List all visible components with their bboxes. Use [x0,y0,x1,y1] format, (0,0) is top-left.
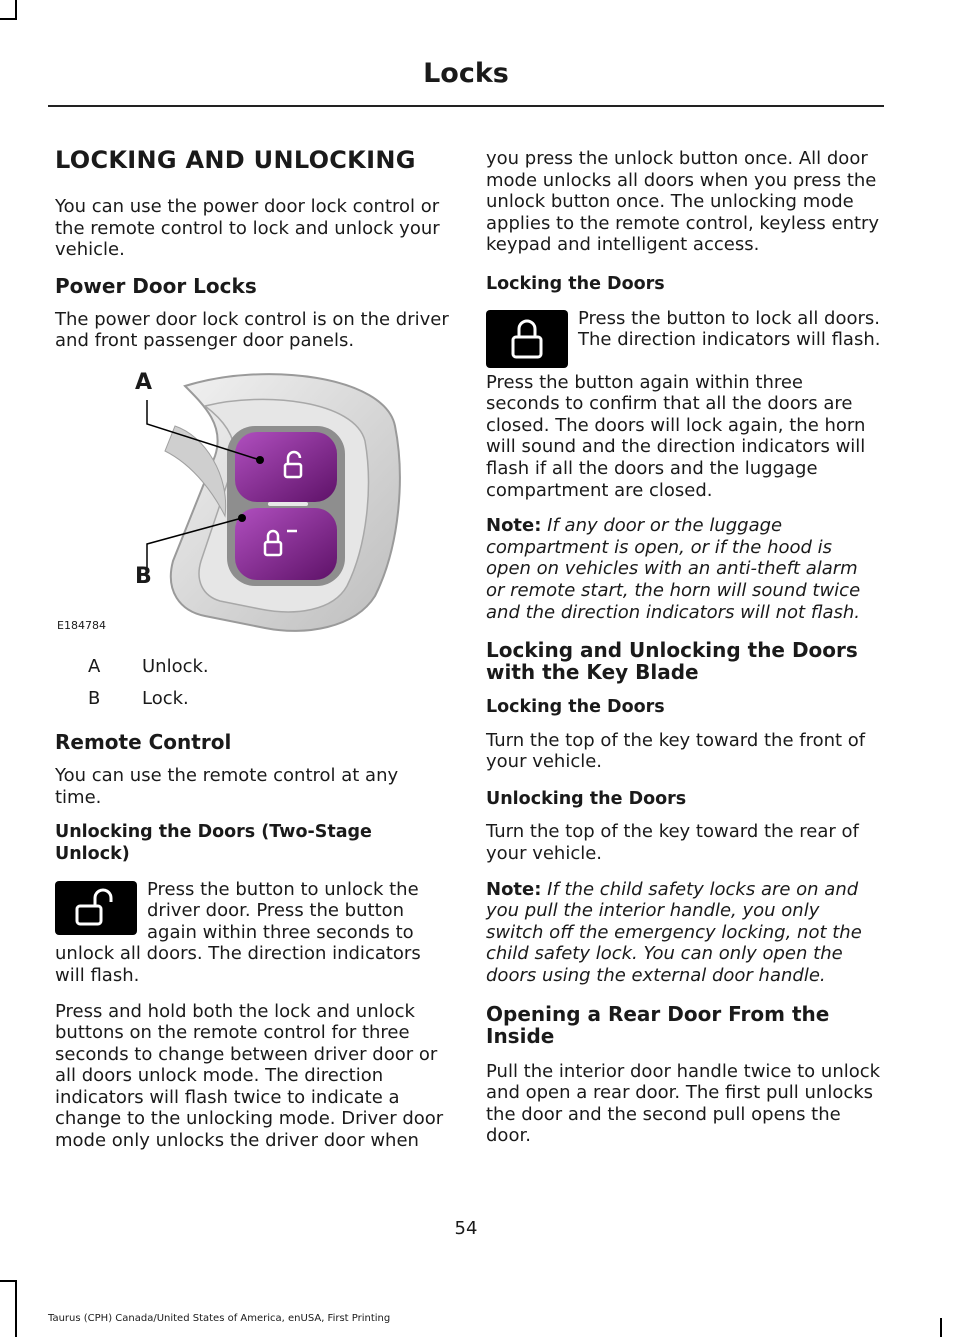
heading-unlocking-doors-key: Unlocking the Doors [486,788,687,809]
unlock-paragraph: Press the button to unlock the driver door. Press the button again within three seconds to unlock all doors. The direction indicators will flash. [55,878,421,986]
heading-locking-doors: Locking the Doors [486,273,665,294]
heading-remote-control: Remote Control [55,730,232,755]
crop-mark [0,18,17,20]
callout-label-b: B [135,563,152,589]
door-lock-control-drawing [55,366,450,638]
note-body: If any door or the luggage compartment is open, or if the hood is open on vehicles with an anti-theft alarm or remote start, the horn will sound twice and the direction indicators will not flash. [486,515,861,623]
unlock-button-icon [55,881,137,935]
intro-paragraph: You can use the power door lock control or the remote control to lock and unlock your vehicle. [55,196,440,261]
lock-instruction-block [486,308,881,351]
unlock-instruction-block [55,879,450,987]
button-divider [268,502,308,506]
heading-rear-door: Opening a Rear Door From the Inside [486,1001,830,1048]
header-divider [48,105,884,107]
lock-button-graphic [235,508,337,580]
note-body: If the child safety locks are on and you pull the interior handle, you only switch off the emergency locking, not the child safety lock. You can only open the doors using the external door handle. [486,878,862,987]
page-header-title: Locks [423,58,509,89]
legend-value: Unlock. [142,655,209,677]
again-paragraph: Press the button again within three seconds to confirm that all the doors are closed. The doors will lock again, the horn will sound and the direction indicators will flash if all the doors and the luggage compartment are closed. [486,371,866,501]
page-number: 54 [454,1218,478,1239]
lock-key-paragraph: Turn the top of the key toward the front of your vehicle. [486,729,866,773]
crop-mark [15,0,17,20]
footer-text: Taurus (CPH) Canada/United States of America, enUSA, First Printing [48,1313,391,1324]
heading-locking-doors-key: Locking the Doors [486,697,665,718]
heading-two-stage-unlock: Unlocking the Doors (Two-Stage Unlock) [55,822,372,864]
crop-mark [15,1280,17,1337]
callout-label-a: A [135,369,153,395]
padlock-open-icon [71,888,121,928]
legend-row-b [55,688,450,710]
left-column [55,146,450,1166]
lock-button-icon [486,310,568,368]
rear-door-paragraph: Pull the interior door handle twice to unlock and open a rear door. The first pull unlocks the door and the second pull opens the door. [486,1060,881,1147]
crop-mark [0,1280,17,1282]
legend-key: B [88,687,101,709]
note-label: Note: [486,878,542,900]
door-lock-control-illustration [55,366,450,638]
note-2 [486,879,881,987]
callout-dot-a [256,456,264,464]
remote-paragraph: You can use the remote control at any time. [55,765,399,808]
heading-key-blade: Locking and Unlocking the Doors with the Key Blade [486,638,858,685]
padlock-closed-icon [507,317,547,361]
unlock-key-paragraph: Turn the top of the key toward the rear of your vehicle. [486,821,859,865]
section-heading-locking: LOCKING AND UNLOCKING [55,146,416,174]
legend-key: A [88,655,101,677]
hold-paragraph: Press and hold both the lock and unlock buttons on the remote control for three seconds to change between driver door or all doors unlock mode. The direction indicators will flash twice to indicate a change to the unlocking mode. Driver door mode only unlocks the driver door when [55,1000,444,1152]
power-locks-paragraph: The power door lock control is on the driver and front passenger door panels. [55,308,449,352]
continued-paragraph: you press the unlock button once. All door mode unlocks all doors when you press the unlock button once. The unlocking mode applies to the remote control, keyless entry keypad and intelligent access. [486,148,880,256]
lock-paragraph: Press the button to lock all doors. The direction indicators will flash. [578,307,881,351]
callout-dot-b [238,514,246,522]
legend-value: Lock. [142,687,189,709]
figure-code: E184784 [57,618,106,632]
crop-mark [940,1318,942,1337]
legend-row-a [55,656,450,678]
note-1 [486,515,881,623]
note-label: Note: [486,515,542,537]
right-column [486,148,881,1161]
heading-power-door-locks: Power Door Locks [55,273,257,298]
